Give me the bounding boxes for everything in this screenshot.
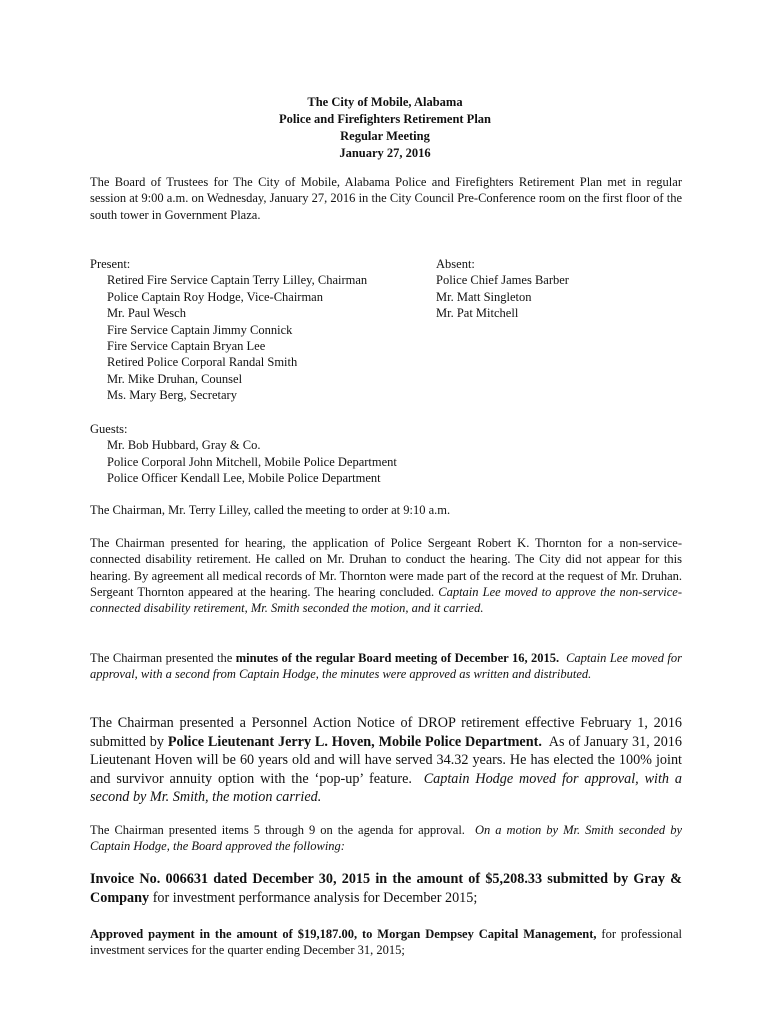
minutes-paragraph: [90, 650, 682, 683]
agenda-motion: On a motion by Mr. Smith seconded by Captain Hodge, the Board approved the following:: [90, 823, 682, 854]
invoice-bold: Invoice No. 006631 dated December 30, 2015 in the amount of $5,208.33 submitted by Gray & Company: [90, 871, 682, 906]
present-list: [90, 256, 430, 404]
call-to-order-paragraph: The Chairman, Mr. Terry Lilley, called the meeting to order at 9:10 a.m.: [90, 503, 451, 517]
present-member: Police Captain Roy Hodge, Vice-Chairman: [107, 289, 323, 304]
header-meeting-type: Regular Meeting: [340, 129, 430, 143]
absent-member: Mr. Pat Mitchell: [436, 306, 519, 321]
invoice-rest: for investment performance analysis for December 2015;: [149, 889, 478, 906]
guest-member: Mr. Bob Hubbard, Gray & Co.: [107, 438, 261, 453]
hearing-motion: Captain Lee moved to approve the non-service-connected disability retirement, Mr. Smith seconded the motion, and it carried.: [90, 584, 682, 616]
drop-paragraph: [90, 714, 682, 807]
guest-member: Police Officer Kendall Lee, Mobile Police Department: [107, 471, 381, 486]
drop-lead: The Chairman presented a Personnel Action Notice of DROP retirement effective February 1, 2016 submitted by: [90, 715, 682, 750]
minutes-motion: Captain Lee moved for approval, with a second from Captain Hodge, the minutes were approved as written and distributed.: [90, 651, 683, 682]
intro-paragraph: The Board of Trustees for The City of Mobile, Alabama Police and Firefighters Retirement Plan met in regular session at 9:00 a.m. on Wednesday, January 27, 2016 in the City Council Pre-Conference room on the first floor of the south tower in Government Plaza.: [90, 175, 682, 222]
present-label: Present:: [90, 257, 131, 271]
absent-member: Police Chief James Barber: [436, 273, 569, 288]
payment-paragraph: [90, 926, 682, 959]
absent-label: Absent:: [436, 257, 475, 271]
guests-label: Guests:: [90, 422, 128, 436]
document-header: [0, 94, 770, 162]
hearing-paragraph: [90, 535, 682, 616]
header-date: January 27, 2016: [339, 146, 431, 160]
guest-member: Police Corporal John Mitchell, Mobile Police Department: [107, 454, 397, 469]
header-city: The City of Mobile, Alabama: [307, 95, 463, 109]
minutes-bold: minutes of the regular Board meeting of December 16, 2015.: [235, 651, 560, 665]
present-member: Fire Service Captain Jimmy Connick: [107, 322, 293, 337]
payment-bold: Approved payment in the amount of $19,187.00, to Morgan Dempsey Capital Management,: [90, 927, 597, 941]
drop-bold: Police Lieutenant Jerry L. Hoven, Mobile Police Department.: [167, 733, 542, 750]
payment-rest: for professional investment services for the quarter ending December 31, 2015;: [90, 927, 682, 958]
present-member: Ms. Mary Berg, Secretary: [107, 388, 237, 403]
header-plan: Police and Firefighters Retirement Plan: [279, 112, 491, 126]
minutes-lead: The Chairman presented the: [90, 651, 236, 665]
absent-member: Mr. Matt Singleton: [436, 289, 532, 304]
agenda-lead: The Chairman presented items 5 through 9 on the agenda for approval.: [90, 823, 465, 837]
hearing-text: The Chairman presented for hearing, the application of Police Sergeant Robert K. Thornton for a non-service-connected disability retirement. He called on Mr. Druhan to conduct the hearing. The City did not appear for this hearing. By agreement all medical records of Mr. Thornton were made part of the record at the request of Mr. Druhan. Sergeant Thornton appeared at the hearing. The hearing concluded.: [90, 536, 682, 599]
drop-rest: As of January 31, 2016 Lieutenant Hoven will be 60 years old and will have served 34.32 years. He has elected the 100% joint and survivor annuity option with the ‘pop-up’ feature.: [90, 733, 682, 787]
invoice-paragraph: [90, 870, 682, 907]
agenda-paragraph: [90, 822, 682, 855]
drop-motion: Captain Hodge moved for approval, with a second by Mr. Smith, the motion carried.: [90, 770, 682, 806]
absent-list: [436, 256, 682, 322]
present-member: Fire Service Captain Bryan Lee: [107, 339, 266, 354]
present-member: Retired Police Corporal Randal Smith: [107, 355, 298, 370]
present-member: Mr. Mike Druhan, Counsel: [107, 371, 243, 386]
present-member: Retired Fire Service Captain Terry Lilley, Chairman: [107, 273, 368, 288]
present-member: Mr. Paul Wesch: [107, 306, 186, 321]
guests-list: [90, 421, 610, 487]
